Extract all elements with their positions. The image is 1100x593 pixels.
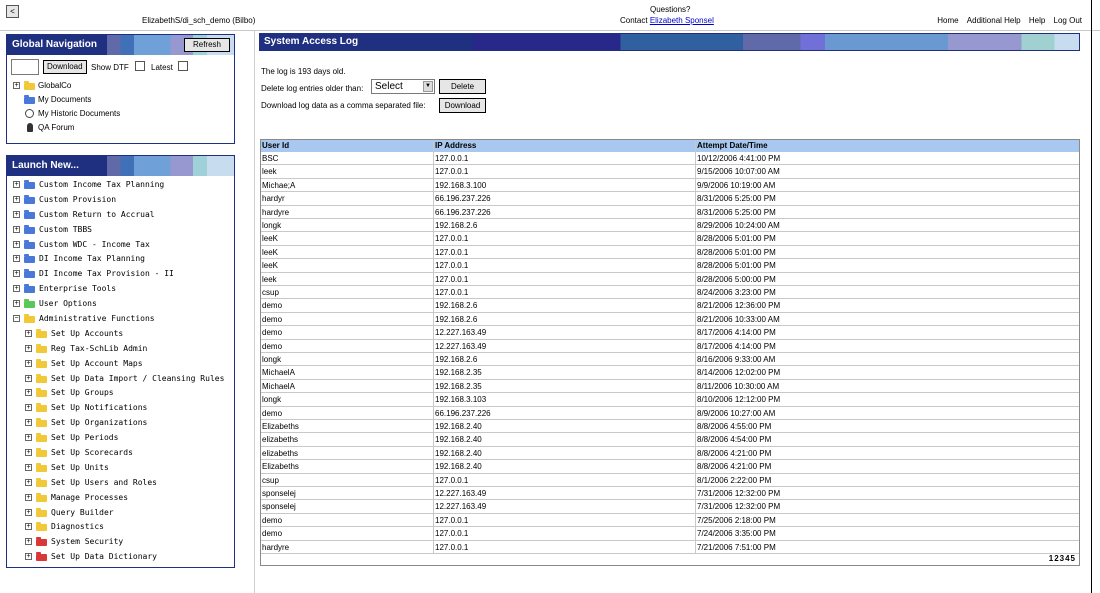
column-header-attempt-date-time[interactable]: Attempt Date/Time (695, 140, 995, 152)
user-id-cell: longk (262, 395, 282, 405)
launch-item-label: Set Up Accounts (51, 328, 124, 338)
attempt-date-cell: 9/9/2006 10:19:00 AM (695, 179, 995, 192)
launch-item[interactable] (7, 342, 234, 357)
attempt-date-cell: 8/21/2006 10:33:00 AM (695, 313, 995, 326)
expand-icon[interactable]: + (14, 270, 19, 278)
additional-help-link[interactable]: Additional Help (966, 16, 1021, 25)
global-download-button[interactable]: Download (43, 60, 87, 74)
launch-item[interactable] (7, 461, 234, 476)
lightbulb-icon (27, 123, 33, 132)
collapse-icon[interactable]: − (14, 315, 19, 323)
help-link[interactable]: Help (1028, 16, 1046, 25)
attempt-date-cell: 8/14/2006 12:02:00 PM (695, 366, 995, 379)
launch-item[interactable] (7, 282, 234, 297)
contact-prefix: Contact (620, 16, 648, 25)
table-row (261, 340, 1079, 353)
user-id-cell: longk (262, 221, 282, 230)
ip-address-cell: 12.227.163.49 (433, 487, 693, 500)
table-row (261, 179, 1079, 192)
table-row (261, 500, 1079, 513)
user-id-cell: Michae;A (262, 180, 296, 190)
launch-item-label: Set Up Periods (51, 433, 119, 443)
user-id-cell: leeK (262, 234, 279, 244)
table-row (261, 152, 1079, 165)
expand-icon[interactable]: + (26, 419, 31, 427)
ip-address-cell: 192.168.2.6 (433, 353, 693, 366)
ip-address-cell: 12.227.163.49 (433, 326, 693, 339)
folder-icon (36, 554, 47, 561)
user-id-cell: hardyre (262, 207, 290, 217)
user-context: ElizabethS/di_sch_demo (Bilbo) (142, 16, 256, 25)
ip-address-cell: 127.0.0.1 (433, 246, 693, 259)
launch-new-title: Launch New... (12, 160, 79, 171)
launch-item-label: Custom Provision (39, 194, 117, 204)
folder-icon (24, 242, 35, 249)
folder-icon (24, 271, 35, 278)
launch-item[interactable] (7, 208, 234, 223)
table-header (261, 140, 1079, 152)
table-row (261, 514, 1079, 527)
table-row (261, 192, 1079, 205)
ip-address-cell: 127.0.0.1 (433, 152, 693, 165)
launch-item-label: DI Income Tax Planning (39, 254, 145, 264)
launch-item[interactable] (7, 193, 234, 208)
attempt-date-cell: 8/28/2006 5:01:00 PM (695, 259, 995, 272)
attempt-date-cell: 7/31/2006 12:32:00 PM (695, 500, 995, 513)
folder-icon (36, 435, 47, 442)
folder-icon (36, 376, 47, 383)
attempt-date-cell: 8/16/2006 9:33:00 AM (695, 353, 995, 366)
nav-item-my-documents[interactable] (7, 93, 234, 107)
user-id-cell: csup (262, 288, 279, 297)
folder-icon (24, 212, 35, 219)
global-navigation-title: Global Navigation (12, 39, 98, 50)
page-link[interactable]: 1 (1048, 554, 1054, 563)
user-id-cell: demo (262, 408, 283, 418)
ip-address-cell: 127.0.0.1 (433, 273, 693, 286)
table-row (261, 474, 1079, 487)
ip-address-cell: 192.168.2.40 (433, 447, 693, 460)
user-id-cell: leeK (262, 247, 279, 257)
launch-item[interactable] (7, 446, 234, 461)
page-link[interactable]: 5 (1070, 554, 1075, 563)
expand-icon[interactable]: + (14, 181, 19, 188)
attempt-date-cell: 8/21/2006 12:36:00 PM (695, 299, 995, 312)
questions-label: Questions? (650, 5, 691, 14)
folder-icon (36, 390, 47, 397)
launch-item-label: Enterprise Tools (39, 284, 117, 294)
ip-address-cell: 127.0.0.1 (433, 474, 693, 487)
ip-address-cell: 127.0.0.1 (433, 541, 693, 554)
launch-item[interactable] (7, 431, 234, 446)
expand-icon[interactable]: + (26, 329, 31, 337)
global-nav-tools (7, 59, 234, 79)
launch-item-label: Set Up Organizations (51, 418, 148, 428)
folder-icon (24, 83, 35, 90)
folder-icon (36, 346, 47, 353)
nav-item-globalco[interactable] (7, 79, 234, 93)
launch-item[interactable] (7, 267, 234, 282)
ip-address-cell: 192.168.2.6 (433, 313, 693, 326)
launch-item[interactable] (7, 372, 234, 387)
launch-item-label: Custom Return to Accrual (39, 209, 155, 219)
document-id-input[interactable] (11, 59, 39, 75)
folder-icon (24, 182, 35, 189)
ip-address-cell: 12.227.163.49 (433, 500, 693, 513)
folder-icon (36, 495, 47, 502)
launch-item-label: Diagnostics (51, 522, 104, 532)
launch-item[interactable] (7, 357, 234, 372)
ip-address-cell: 192.168.2.40 (433, 420, 693, 433)
launch-item[interactable] (7, 252, 234, 267)
global-navigation-header (7, 35, 234, 55)
log-age-text: The log is 193 days old. (261, 67, 346, 76)
launch-item-label: User Options (39, 299, 97, 309)
system-access-log-header (259, 33, 1080, 51)
page-title: System Access Log (264, 36, 359, 47)
global-navigation-panel (6, 34, 235, 144)
table-row (261, 219, 1079, 232)
expand-icon[interactable]: + (26, 478, 31, 486)
launch-item-label: Reg Tax-SchLib Admin (51, 343, 148, 353)
expand-icon[interactable]: + (26, 493, 31, 501)
latest-checkbox[interactable] (178, 61, 188, 71)
launch-item[interactable] (7, 223, 234, 238)
table-row (261, 420, 1079, 433)
expand-icon[interactable]: + (26, 434, 31, 442)
nav-item-qa-forum[interactable] (7, 121, 234, 135)
ip-address-cell: 12.227.163.49 (433, 340, 693, 353)
attempt-date-cell: 8/8/2006 4:21:00 PM (695, 460, 995, 473)
launch-item[interactable] (7, 312, 234, 327)
table-row (261, 541, 1079, 554)
ip-address-cell: 127.0.0.1 (433, 165, 693, 178)
folder-icon (24, 301, 35, 308)
table-row (261, 232, 1079, 245)
expand-icon[interactable]: + (26, 344, 31, 352)
table-row (261, 527, 1079, 540)
show-dtf-label: Show DTF (91, 63, 129, 72)
launch-item[interactable] (7, 327, 234, 342)
launch-item-label: System Security (51, 537, 124, 547)
folder-icon (24, 197, 35, 204)
select-value: Select (375, 81, 403, 92)
launch-item-label: Set Up Notifications (51, 403, 148, 413)
attempt-date-cell: 8/17/2006 4:14:00 PM (695, 326, 995, 339)
expand-icon[interactable]: + (26, 523, 31, 531)
contact-text (620, 16, 714, 25)
ip-address-cell: 66.196.237.226 (433, 192, 693, 205)
user-id-cell: longk (262, 355, 282, 364)
attempt-date-cell: 10/12/2006 4:41:00 PM (695, 152, 995, 165)
expand-icon[interactable]: + (14, 240, 19, 248)
ip-address-cell: 127.0.0.1 (433, 527, 693, 540)
launch-item-label: Manage Processes (51, 492, 129, 502)
folder-icon (24, 227, 35, 234)
user-id-cell: demo (262, 314, 283, 324)
table-row (261, 447, 1079, 460)
attempt-date-cell: 7/31/2006 12:32:00 PM (695, 487, 995, 500)
page-link[interactable]: 4 (1065, 554, 1070, 563)
refresh-button[interactable]: Refresh (184, 38, 230, 52)
expand-icon[interactable]: + (26, 449, 31, 457)
attempt-date-cell: 8/31/2006 5:25:00 PM (695, 206, 995, 219)
expand-icon[interactable]: + (26, 389, 31, 397)
expand-icon[interactable]: + (26, 463, 31, 471)
page-link[interactable]: 3 (1059, 554, 1065, 563)
attempt-date-cell: 8/8/2006 4:54:00 PM (695, 433, 995, 446)
folder-icon (24, 286, 35, 293)
table-row (261, 206, 1079, 219)
expand-icon[interactable]: + (26, 359, 31, 367)
user-id-cell: MichaelA (262, 381, 295, 391)
table-row (261, 273, 1079, 286)
ip-address-cell: 127.0.0.1 (433, 232, 693, 245)
ip-address-cell: 192.168.2.35 (433, 366, 693, 379)
download-log-label: Download log data as a comma separated file: (261, 101, 426, 110)
launch-item-label: Administrative Functions (39, 314, 155, 324)
expand-icon[interactable]: + (26, 508, 31, 516)
launch-item-label: Set Up Account Maps (51, 358, 143, 368)
table-row (261, 433, 1079, 446)
home-link[interactable]: Home (937, 16, 959, 25)
expand-icon[interactable]: + (14, 195, 19, 203)
user-id-cell: elizabeths (262, 448, 299, 458)
launch-new-header (7, 156, 234, 176)
expand-icon[interactable]: + (14, 285, 19, 293)
folder-icon (24, 256, 35, 263)
user-id-cell: hardyre (262, 542, 290, 552)
folder-icon (36, 524, 47, 531)
expand-icon[interactable]: + (26, 553, 31, 561)
table-row (261, 407, 1079, 420)
folder-icon (36, 465, 47, 472)
attempt-date-cell: 8/8/2006 4:55:00 PM (695, 420, 995, 433)
expand-icon[interactable]: + (14, 210, 19, 218)
table-row (261, 326, 1079, 339)
folder-icon (36, 539, 47, 546)
user-id-cell: sponselej (262, 489, 296, 498)
expand-icon[interactable]: + (26, 404, 31, 412)
expand-icon[interactable]: + (26, 374, 31, 382)
attempt-date-cell: 8/1/2006 2:22:00 PM (695, 474, 995, 487)
launch-item[interactable] (7, 386, 234, 401)
launch-item-label: DI Income Tax Provision - II (39, 269, 174, 279)
user-id-cell: hardyr (262, 194, 285, 204)
table-row (261, 259, 1079, 272)
table-row (261, 299, 1079, 312)
user-id-cell: demo (262, 328, 283, 338)
launch-item-label: Custom Income Tax Planning (39, 180, 165, 189)
delete-log-label: Delete log entries older than: (261, 84, 364, 93)
table-row (261, 165, 1079, 178)
table-row (261, 460, 1079, 473)
launch-item[interactable] (7, 535, 234, 550)
user-id-cell: demo (262, 341, 283, 351)
launch-item[interactable] (7, 178, 234, 193)
table-row (261, 380, 1079, 393)
show-dtf-checkbox[interactable] (135, 61, 145, 71)
nav-item-label: GlobalCo (38, 81, 72, 90)
user-id-cell: MichaelA (262, 368, 295, 378)
attempt-date-cell: 9/15/2006 10:07:00 AM (695, 165, 995, 178)
expand-icon[interactable]: + (26, 538, 31, 546)
user-id-cell: leek (262, 274, 277, 284)
log-out-link[interactable]: Log Out (1053, 16, 1082, 25)
folder-icon (36, 420, 47, 427)
launch-item-label: Set Up Data Import / Cleansing Rules (51, 373, 225, 383)
delete-button[interactable]: Delete (439, 79, 486, 94)
left-sidebar (0, 31, 255, 593)
attempt-date-cell: 8/28/2006 5:01:00 PM (695, 232, 995, 245)
attempt-date-cell: 8/9/2006 10:27:00 AM (695, 407, 995, 420)
folder-icon (36, 405, 47, 412)
launch-item-label: Set Up Groups (51, 388, 114, 398)
launch-item[interactable] (7, 520, 234, 535)
user-id-cell: BSC (262, 154, 279, 163)
launch-item[interactable] (7, 491, 234, 506)
user-id-cell: Elizabeths (262, 422, 299, 431)
launch-item-label: Custom TBBS (39, 224, 92, 234)
folder-icon (36, 331, 47, 338)
attempt-date-cell: 7/25/2006 2:18:00 PM (695, 514, 995, 527)
ip-address-cell: 192.168.2.40 (433, 433, 693, 446)
user-id-cell: Elizabeths (262, 462, 299, 472)
ip-address-cell: 127.0.0.1 (433, 259, 693, 272)
launch-item[interactable] (7, 550, 234, 565)
user-id-cell: demo (262, 515, 283, 525)
user-id-cell: csup (262, 475, 279, 485)
table-row (261, 393, 1079, 406)
access-log-table (260, 139, 1080, 566)
ip-address-cell: 192.168.3.103 (433, 393, 693, 406)
table-row (261, 487, 1079, 500)
attempt-date-cell: 8/29/2006 10:24:00 AM (695, 219, 995, 232)
attempt-date-cell: 8/28/2006 5:00:00 PM (695, 273, 995, 286)
folder-icon (36, 510, 47, 517)
user-id-cell: leeK (262, 261, 279, 271)
launch-item-label: Custom WDC - Income Tax (39, 239, 150, 249)
column-header-ip-address[interactable]: IP Address (433, 140, 693, 152)
folder-icon (24, 316, 35, 323)
top-bar (0, 0, 1100, 31)
pagination (1048, 554, 1075, 563)
launch-item-label: Set Up Data Dictionary (51, 552, 157, 562)
launch-item-label: Query Builder (51, 507, 114, 517)
attempt-date-cell: 7/21/2006 7:51:00 PM (695, 541, 995, 554)
ip-address-cell: 127.0.0.1 (433, 286, 693, 299)
download-log-button[interactable]: Download (439, 98, 486, 113)
latest-label: Latest (151, 63, 173, 72)
ip-address-cell: 192.168.2.6 (433, 299, 693, 312)
table-row (261, 286, 1079, 299)
attempt-date-cell: 8/24/2006 3:23:00 PM (695, 286, 995, 299)
delete-age-select[interactable] (371, 79, 435, 94)
user-id-cell: sponselej (262, 502, 296, 512)
attempt-date-cell: 8/10/2006 12:12:00 PM (695, 393, 995, 406)
launch-item[interactable] (7, 401, 234, 416)
ip-address-cell: 66.196.237.226 (433, 206, 693, 219)
attempt-date-cell: 8/11/2006 10:30:00 AM (695, 380, 995, 393)
attempt-date-cell: 8/31/2006 5:25:00 PM (695, 192, 995, 205)
launch-item-label: Set Up Units (51, 462, 109, 472)
attempt-date-cell: 8/28/2006 5:01:00 PM (695, 246, 995, 259)
launch-item[interactable] (7, 238, 234, 253)
expand-icon[interactable]: + (14, 300, 19, 308)
expand-icon[interactable]: + (14, 225, 19, 233)
back-button[interactable]: < (6, 5, 19, 18)
launch-item[interactable] (7, 506, 234, 521)
ip-address-cell: 127.0.0.1 (433, 514, 693, 527)
chevron-down-icon[interactable]: ▼ (423, 81, 433, 92)
column-header-user-id[interactable]: User Id (262, 141, 290, 150)
launch-item-label: Set Up Scorecards (51, 448, 133, 458)
ip-address-cell: 192.168.3.100 (433, 179, 693, 192)
ip-address-cell: 192.168.2.6 (433, 219, 693, 232)
nav-item-label: My Documents (38, 95, 92, 104)
attempt-date-cell: 7/24/2006 3:35:00 PM (695, 527, 995, 540)
user-id-cell: demo (262, 301, 283, 311)
table-row (261, 246, 1079, 259)
ip-address-cell: 192.168.2.35 (433, 380, 693, 393)
expand-icon[interactable]: + (14, 82, 19, 89)
contact-link[interactable]: Elizabeth Sponsel (649, 16, 714, 25)
folder-icon (36, 450, 47, 457)
folder-icon (36, 480, 47, 487)
ip-address-cell: 192.168.2.40 (433, 460, 693, 473)
folder-icon (24, 97, 35, 104)
clock-icon (25, 109, 34, 118)
table-row (261, 353, 1079, 366)
nav-item-label: My Historic Documents (38, 109, 121, 118)
table-row (261, 366, 1079, 379)
attempt-date-cell: 8/8/2006 4:21:00 PM (695, 447, 995, 460)
launch-new-panel (6, 155, 235, 568)
folder-icon (36, 361, 47, 368)
scrollbar-track[interactable] (1091, 0, 1092, 593)
launch-item-label: Set Up Users and Roles (51, 477, 157, 487)
nav-item-label: QA Forum (38, 123, 75, 132)
launch-tree (7, 176, 234, 565)
launch-item[interactable] (7, 416, 234, 431)
table-row (261, 313, 1079, 326)
launch-item[interactable] (7, 297, 234, 312)
nav-item-my-historic-documents[interactable] (7, 107, 234, 121)
user-id-cell: demo (262, 529, 283, 539)
attempt-date-cell: 8/17/2006 4:14:00 PM (695, 340, 995, 353)
user-id-cell: leek (262, 167, 277, 177)
ip-address-cell: 66.196.237.226 (433, 407, 693, 420)
launch-item[interactable] (7, 476, 234, 491)
page-link[interactable]: 2 (1054, 554, 1059, 563)
user-id-cell: elizabeths (262, 435, 299, 445)
top-links (931, 16, 1082, 25)
expand-icon[interactable]: + (14, 255, 19, 263)
